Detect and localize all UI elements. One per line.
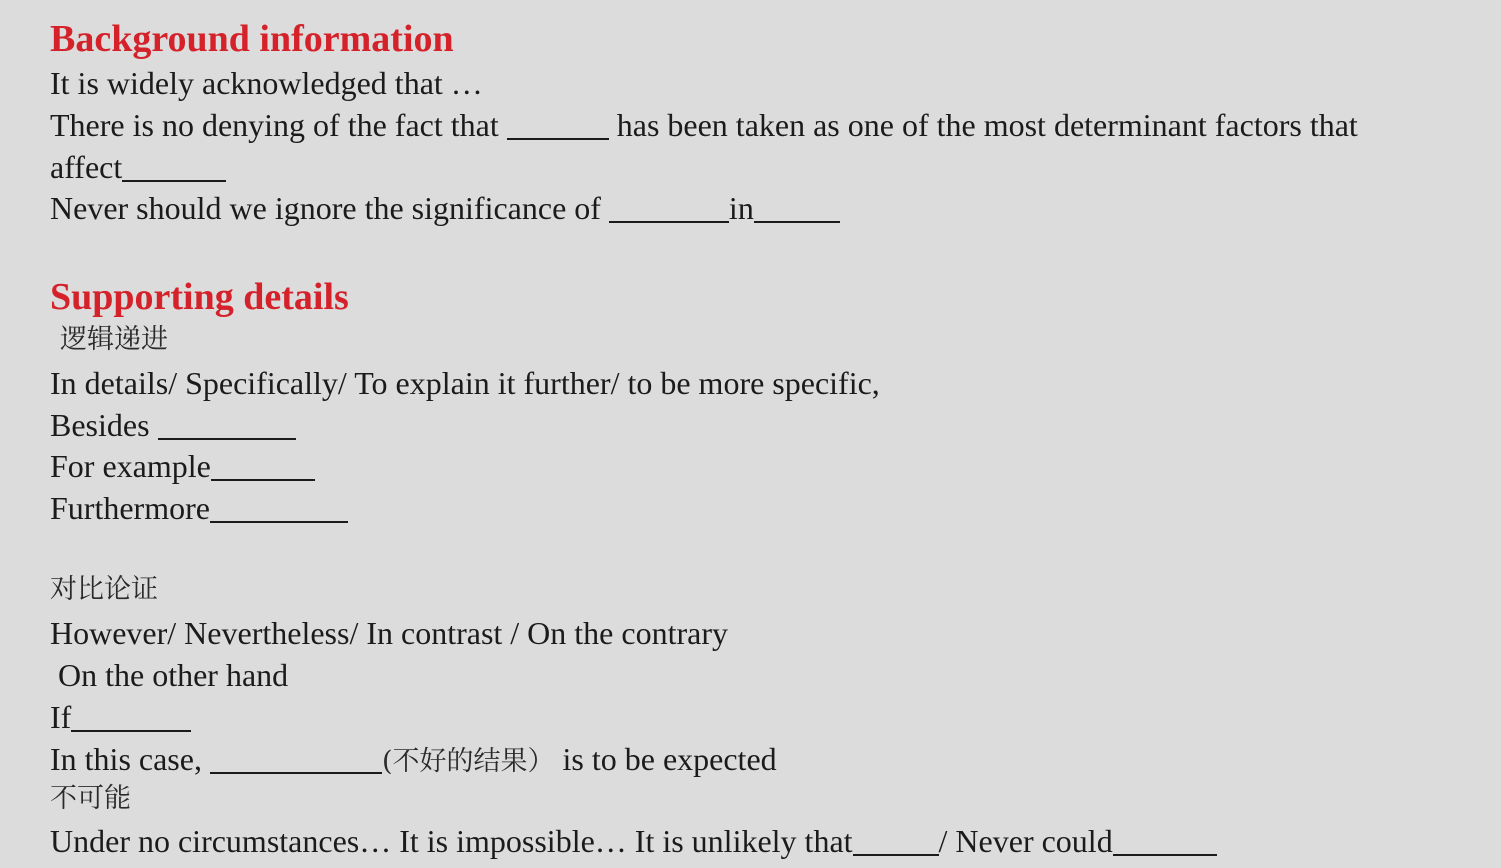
- case-text-a: In this case,: [50, 741, 210, 777]
- fill-blank: [1113, 853, 1217, 856]
- fill-blank: [609, 220, 729, 223]
- impossible-text-b: / Never could: [938, 823, 1113, 859]
- supporting-heading: Supporting details: [50, 276, 349, 318]
- background-line-1-text: It is widely acknowledged that …: [50, 65, 483, 101]
- for-example-text: For example: [50, 448, 211, 484]
- contrast-line-1: However/ Nevertheless/ In contrast / On the contrary: [50, 615, 728, 651]
- background-heading: Background information: [50, 18, 454, 60]
- impossible-text-a: Under no circumstances… It is impossible… It is unlikely that: [50, 823, 853, 859]
- background-line-2-text-a: There is no denying of the fact that: [50, 107, 507, 143]
- background-line-1: [50, 67, 483, 99]
- fill-blank: [71, 729, 191, 732]
- furthermore-line: [50, 492, 348, 524]
- case-chinese-note: (不好的结果）: [381, 746, 555, 777]
- if-line: [50, 701, 191, 733]
- background-line-4-text-b: in: [728, 190, 754, 226]
- background-line-4: [50, 192, 840, 224]
- fill-blank: [210, 520, 348, 523]
- background-line-2-text-b: has been taken as one of the most determinant factors that: [608, 107, 1358, 143]
- if-text: If: [50, 699, 72, 735]
- progressive-label: 逻辑递进: [60, 324, 168, 355]
- impossible-label: 不可能: [50, 783, 131, 814]
- background-line-3-text: affect: [50, 149, 123, 185]
- impossible-line: [50, 825, 1217, 857]
- background-line-4-text-a: Never should we ignore the significance of: [50, 190, 609, 226]
- contrast-line-2: On the other hand: [58, 657, 289, 693]
- for-example-line: [50, 450, 315, 482]
- fill-blank: [754, 220, 840, 223]
- fill-blank: [122, 179, 226, 182]
- background-line-3: [50, 151, 226, 183]
- fill-blank: [507, 137, 609, 140]
- besides-text: Besides: [50, 407, 158, 443]
- background-line-2: [50, 109, 1358, 141]
- fill-blank: [210, 771, 382, 774]
- fill-blank: [211, 478, 315, 481]
- case-line: [50, 743, 777, 775]
- contrast-label: 对比论证: [50, 574, 158, 605]
- besides-line: [50, 409, 296, 441]
- progressive-line-1: In details/ Specifically/ To explain it further/ to be more specific,: [50, 365, 880, 401]
- case-text-b: is to be expected: [554, 741, 777, 777]
- fill-blank: [853, 853, 939, 856]
- furthermore-text: Furthermore: [50, 490, 210, 526]
- fill-blank: [158, 437, 296, 440]
